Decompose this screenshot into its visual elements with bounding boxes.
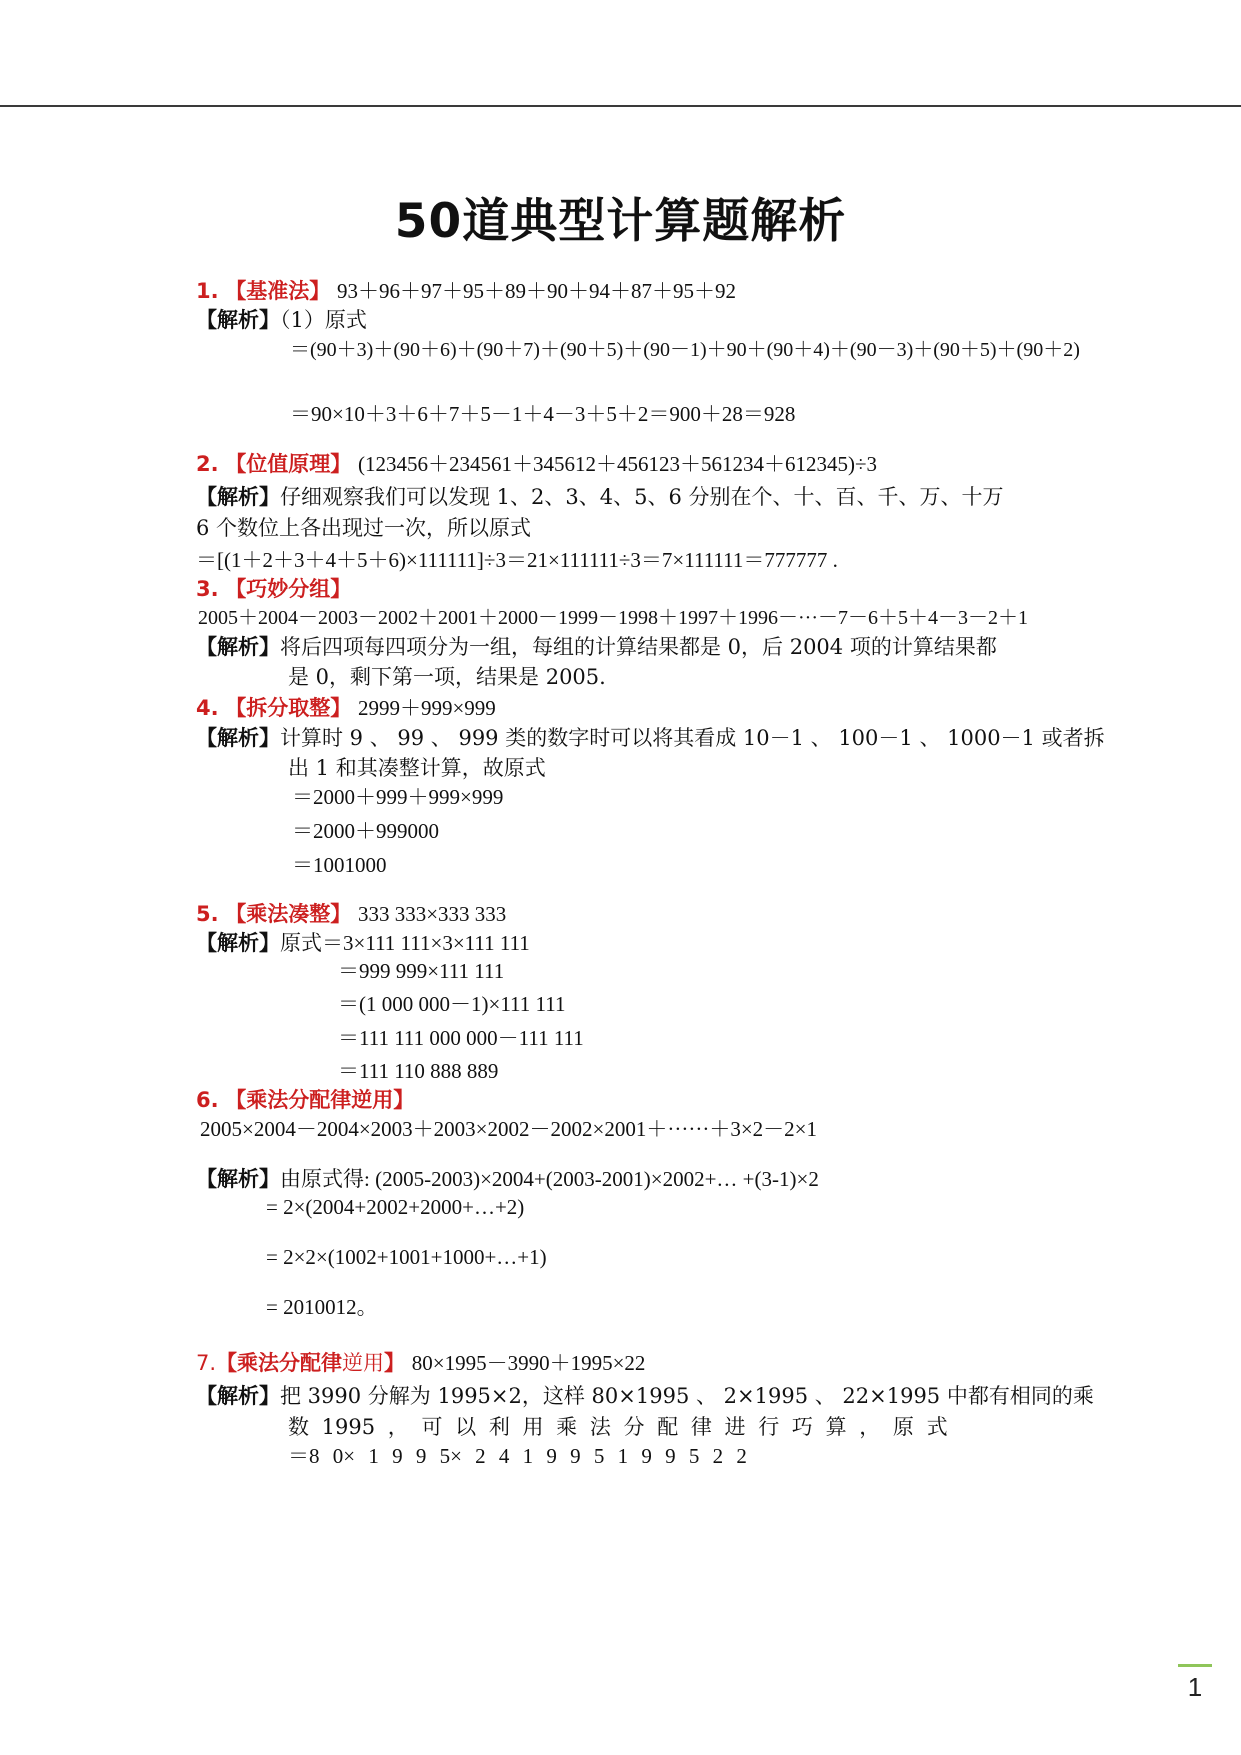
solution-step: ＝1001000	[292, 853, 387, 877]
problem-2-heading	[196, 451, 877, 477]
problem-5-analysis	[196, 930, 530, 956]
analysis-label: 【解析】	[196, 307, 280, 332]
method-tag: 【拆分取整】	[225, 696, 352, 720]
problem-1-heading	[196, 278, 736, 304]
analysis-text: 数 1995 ， 可 以 利 用 乘 法 分 配 律 进 行 巧 算 ， 原 式	[288, 1415, 948, 1439]
solution-step: ＝(1 000 000－1)×111 111	[338, 992, 566, 1016]
solution-step: ＝(90＋3)＋(90＋6)＋(90＋7)＋(90＋5)＋(90－1)＋90＋(90＋4)＋(90－3)＋(90＋5)＋(90＋2)	[290, 339, 1080, 361]
analysis-text: 是 0，剩下第一项，结果是 2005.	[288, 665, 606, 689]
analysis-text: 6 个数位上各出现过一次，所以原式	[196, 516, 532, 540]
header-rule	[0, 105, 1241, 107]
method-tag: 【位值原理】	[225, 452, 352, 476]
solution-step: = 2×(2004+2002+2000+…+2)	[266, 1195, 525, 1219]
problem-expression: (123456＋234561＋345612＋456123＋561234＋612345)÷3	[357, 452, 877, 476]
page-title: 50道典型计算题解析	[394, 194, 847, 249]
problem-expression: 333 333×333 333	[357, 902, 507, 926]
problem-expression: 93＋96＋97＋95＋89＋90＋94＋87＋95＋92	[336, 279, 736, 303]
problem-4-heading	[196, 695, 496, 721]
analysis-text: 由原式得: (2005-2003)×2004+(2003-2001)×2002+… +(3-1)×2	[280, 1167, 819, 1191]
solution-step: ＝999 999×111 111	[338, 959, 505, 983]
analysis-label: 【解析】	[196, 634, 280, 659]
problem-number: 4.	[196, 696, 219, 720]
solution-step: ＝[(1＋2＋3＋4＋5＋6)×111111]÷3＝21×111111÷3＝7×111111＝777777 .	[196, 548, 838, 572]
page-number: 1	[1187, 1672, 1203, 1702]
problem-5-heading	[196, 901, 506, 927]
problem-number: 5.	[196, 902, 219, 926]
analysis-label: 【解析】	[196, 725, 280, 750]
analysis-text: 原式＝3×111 111×3×111 111	[280, 931, 530, 955]
problem-7-analysis	[196, 1383, 1094, 1409]
analysis-text: 把 3990 分解为 1995×2，这样 80×1995 、 2×1995 、 22×1995 中都有相同的乘	[280, 1384, 1094, 1408]
footer-accent-line	[1178, 1664, 1212, 1667]
problem-6-analysis	[196, 1166, 819, 1192]
problem-4-analysis	[196, 725, 1105, 751]
method-tag-close: 】	[384, 1351, 406, 1375]
analysis-text: 计算时 9 、 99 、 999 类的数字时可以将其看成 10－1 、 100－1 、 1000－1 或者拆	[280, 726, 1105, 750]
analysis-label: 【解析】	[196, 484, 280, 509]
problem-expression: 2999＋999×999	[357, 696, 496, 720]
problem-expression: 2005＋2004－2003－2002＋2001＋2000－1999－1998＋1997＋1996－···－7－6＋5＋4－3－2＋1	[198, 607, 1028, 629]
method-tag: 【乘法分配律	[216, 1351, 343, 1375]
analysis-text: 将后四项每四项分为一组，每组的计算结果都是 0，后 2004 项的计算结果都	[280, 635, 997, 659]
solution-step: ＝111 111 000 000－111 111	[338, 1026, 584, 1050]
method-tag: 【乘法分配律逆用】	[225, 1088, 415, 1112]
method-tag-suffix: 逆用	[342, 1351, 385, 1375]
analysis-text: 仔细观察我们可以发现 1、2、3、4、5、6 分别在个、十、百、千、万、十万	[280, 485, 1004, 509]
problem-1-analysis	[196, 307, 367, 333]
analysis-label: 【解析】	[196, 1383, 280, 1408]
analysis-label: 【解析】	[196, 930, 280, 955]
problem-3-analysis	[196, 634, 997, 660]
solution-step: ＝2000＋999000	[292, 819, 439, 843]
problem-number: 3.	[196, 577, 219, 601]
solution-step: = 2×2×(1002+1001+1000+…+1)	[266, 1245, 547, 1269]
solution-step: = 2010012。	[266, 1295, 378, 1319]
problem-7-heading	[196, 1350, 645, 1376]
problem-number: 6.	[196, 1088, 219, 1112]
analysis-text: 出 1 和其凑整计算，故原式	[288, 756, 546, 780]
problem-3-heading	[196, 576, 351, 602]
solution-step: ＝111 110 888 889	[338, 1059, 499, 1083]
problem-number: 7.	[196, 1351, 217, 1375]
solution-step: ＝90×10＋3＋6＋7＋5－1＋4－3＋5＋2＝900＋28＝928	[290, 402, 796, 426]
method-tag: 【乘法凑整】	[225, 902, 352, 926]
problem-expression: 80×1995－3990＋1995×22	[411, 1351, 646, 1375]
problem-number: 2.	[196, 452, 219, 476]
method-tag: 【基准法】	[225, 279, 331, 303]
problem-2-analysis	[196, 484, 1004, 510]
solution-step: ＝8 0× 1 9 9 5× 2 4 1 9 9 5 1 9 9 5 2 2	[288, 1444, 747, 1468]
method-tag: 【巧妙分组】	[225, 577, 352, 601]
problem-expression: 2005×2004－2004×2003＋2003×2002－2002×2001＋······＋3×2－2×1	[200, 1117, 818, 1141]
analysis-label: 【解析】	[196, 1166, 280, 1191]
solution-step: ＝2000＋999＋999×999	[292, 785, 504, 809]
problem-6-heading	[196, 1087, 414, 1113]
problem-number: 1.	[196, 279, 219, 303]
analysis-text: （1）原式	[280, 308, 367, 332]
